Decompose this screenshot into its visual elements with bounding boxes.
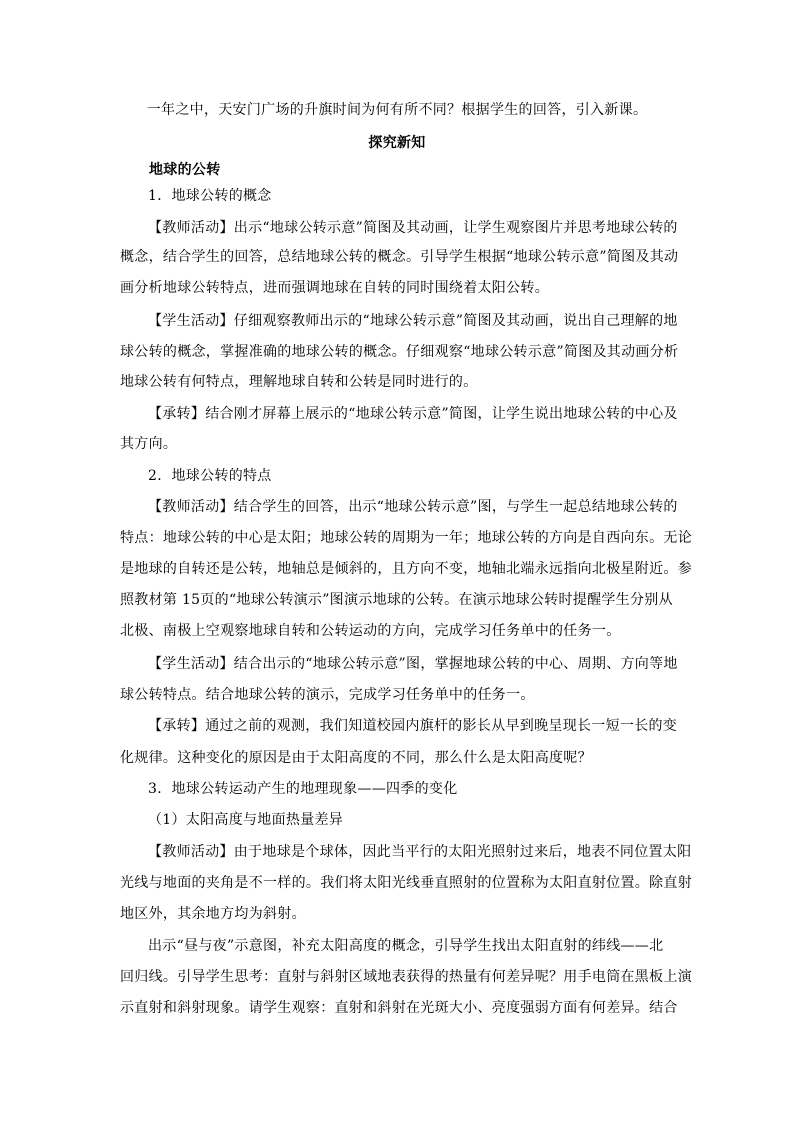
paragraph-line: 【学生活动】仔细观察教师出示的“地球公转示意”简图及其动画，说出自己理解的地 — [148, 313, 678, 329]
paragraph-line: 照教材第 15页的“地球公转演示”图演示地球的公转。在演示地球公转时提醒学生分别从 — [120, 592, 673, 608]
paragraph-line: 化规律。这种变化的原因是由于太阳高度的不同，那么什么是太阳高度呢？ — [120, 750, 592, 766]
paragraph-line: 特点：地球公转的中心是太阳；地球公转的周期为一年；地球公转的方向是自西向东。无论 — [120, 530, 692, 546]
intro-line: 一年之中，天安门广场的升旗时间为何有所不同？根据学生的回答，引入新课。 — [146, 102, 648, 118]
paragraph-line: 回归线。引导学生思考：直射与斜射区域地表获得的热量有何差异呢？用手电筒在黑板上演 — [120, 969, 692, 985]
subtitle: 地球的公转 — [149, 162, 221, 178]
section-title: 探究新知 — [368, 135, 426, 151]
paragraph-line: 【教师活动】出示“地球公转示意”简图及其动画，让学生观察图片并思考地球公转的 — [148, 220, 678, 236]
paragraph-line: 概念，结合学生的回答，总结地球公转的概念。引导学生根据“地球公转示意”简图及其动 — [120, 249, 679, 265]
paragraph-line: 【教师活动】结合学生的回答，出示“地球公转示意”图，与学生一起总结地球公转的 — [148, 499, 678, 515]
paragraph-line: 地球公转有何特点，理解地球自转和公转是同时进行的。 — [120, 374, 478, 390]
paragraph-line: 画分析地球公转特点，进而强调地球在自转的同时围绕着太阳公转。 — [120, 280, 549, 296]
paragraph-line: 地区外，其余地方均为斜射。 — [120, 906, 306, 922]
paragraph-line: 球公转的概念，掌握准确的地球公转的概念。仔细观察“地球公转示意”简图及其动画分析 — [120, 344, 679, 360]
paragraph-line: 光线与地面的夹角是不一样的。我们将太阳光线垂直照射的位置称为太阳直射位置。除直射 — [120, 875, 692, 891]
paragraph-line: 出示“昼与夜”示意图，补充太阳高度的概念，引导学生找出太阳直射的纬线——北 — [148, 938, 664, 954]
heading-3: 3．地球公转运动产生的地理现象——四季的变化 — [148, 781, 458, 797]
paragraph-line: 北极、南极上空观察地球自转和公转运动的方向，完成学习任务单中的任务一。 — [120, 623, 621, 639]
paragraph-line: 【教师活动】由于地球是个球体，因此当平行的太阳光照射过来后，地表不同位置太阳 — [148, 844, 692, 860]
paragraph-line: 示直射和斜射现象。请学生观察：直射和斜射在光斑大小、亮度强弱方面有何差异。结合 — [120, 1000, 678, 1016]
heading-2: 2．地球公转的特点 — [148, 468, 272, 484]
paragraph-line: 【承转】通过之前的观测，我们知道校园内旗杆的影长从早到晚呈现长一短一长的变 — [148, 718, 678, 734]
heading-3-sub: （1）太阳高度与地面热量差异 — [148, 812, 344, 828]
paragraph-line: 球公转特点。结合地球公转的演示，完成学习任务单中的任务一。 — [120, 687, 535, 703]
paragraph-line: 【学生活动】结合出示的“地球公转示意”图，掌握地球公转的中心、周期、方向等地 — [148, 656, 678, 672]
paragraph-line: 其方向。 — [120, 436, 178, 452]
paragraph-line: 【承转】结合刚才屏幕上展示的“地球公转示意”简图，让学生说出地球公转的中心及 — [148, 406, 678, 422]
paragraph-line: 是地球的自转还是公转，地轴总是倾斜的，且方向不变，地轴北端永远指向北极星附近。参 — [120, 561, 692, 577]
heading-1: 1．地球公转的概念 — [148, 188, 272, 204]
